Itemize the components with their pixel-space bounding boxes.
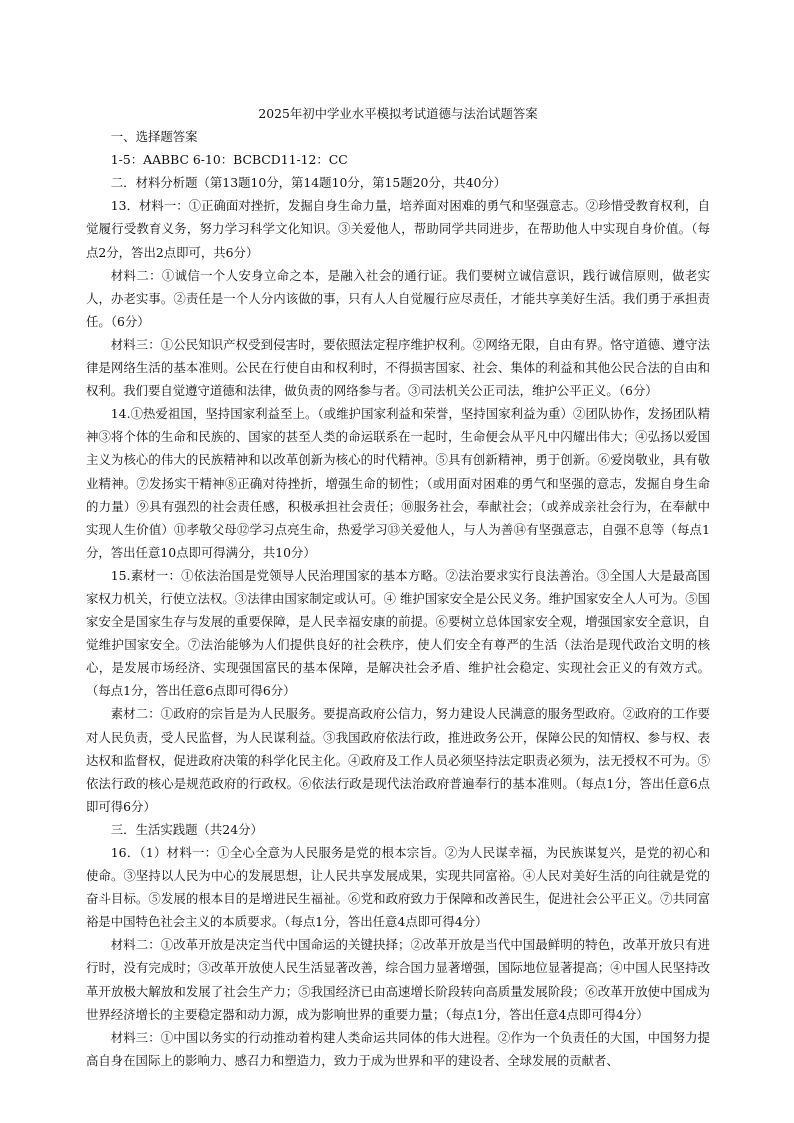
section-heading-analysis: 二．材料分析题（第13题10分，第14题10分，第15题20分，共40分） [110,175,507,191]
answer-13-material-2: 材料二：①诚信一个人安身立命之本，是融入社会的通行证。我们要树立诚信意识，践行诚信原则，做老实人，办老实事。②责任是一个人分内该做的事，只有人人自觉履行应尽责任，才能共享美好生活。我们勇于承担责任。（6分） [86,267,710,329]
document-title: 2025年初中学业水平模拟考试道德与法治试题答案 [258,106,538,121]
answer-14: 14.①热爱祖国，坚持国家利益至上。（或维护国家利益和荣誉，坚持国家利益为重）②团队协作，发扬团队精神③将个体的生命和民族的、国家的甚至人类的命运联系在一起时，生命便会从平凡中闪耀出伟大；④弘扬以爱国主义为核心的伟大的民族精神和以改革创新为核心的时代精神。⑤具有创新精神，勇于创新。⑥爱岗敬业，具有敬业精神。⑦发扬实干精神⑧正确对待挫折，增强生命的韧性；（或用面对困难的勇气和坚强的意志，发掘自身生命的力量）⑨具有强烈的社会责任感，积极承担社会责任；⑩服务社会，奉献社会；（或养成亲社会行为，在奉献中实现人生价值）⑪孝敬父母⑫学习点亮生命，热爱学习⑬关爱他人，与人为善⑭有坚强意志，自强不息等（每点1分，答出任意10点即可得满分，共10分） [86,406,710,560]
choice-answers: 1-5：AABBC 6-10：BCBCD11-12：CC [110,152,348,168]
answer-document [86,102,710,1072]
answer-16-material-1: 16．（1）材料一：①全心全意为人民服务是党的根本宗旨。②为人民谋幸福，为民族谋复兴，是党的初心和使命。③坚持以人民为中心的发展思想，让人民共享发展成果，实现共同富裕。④人民对美好生活的向往就是党的奋斗目标。⑤发展的根本目的是增进民生福祉。⑥党和政府致力于保障和改善民生，促进社会公平正义。⑦共同富裕是中国特色社会主义的本质要求。（每点1分，答出任意4点即可得4分） [86,845,710,930]
section-heading-practice: 三．生活实践题（共24分） [110,821,263,837]
answer-13-material-3: 材料三：①公民知识产权受到侵害时，要依照法定程序维护权利。②网络无限，自由有界。恪守道德、遵守法律是网络生活的基本准则。公民在行使自由和权利时，不得损害国家、社会、集体的利益和其他公民合法的自由和权利。我们要自觉遵守道德和法律，做负责的网络参与者。③司法机关公正司法，维护公平正义。（6分） [86,336,710,399]
answer-16-material-3: 材料三：①中国以务实的行动推动着构建人类命运共同体的伟大进程。②作为一个负责任的大国，中国努力提高自身在国际上的影响力、感召力和塑造力，致力于成为世界和平的建设者、全球发展的贡献者、 [86,1029,710,1068]
section-heading-choice: 一、选择题答案 [110,129,198,145]
answer-15-material-1: 15.素材一：①依法治国是党领导人民治理国家的基本方略。②法治要求实行良法善治。③全国人大是最高国家权力机关，行使立法权。③法律由国家制定或认可。④ 维护国家安全是公民义务。维护国家安全人人可为。⑤国家安全是国家生存与发展的重要保障，是人民幸福安康的前提。⑥要树立总体国家安全观，增强国家安全意识，自觉维护国家安全。⑦法治能够为人们提供良好的社会秩序，使人们安全有尊严的生活（法治是现代政治文明的核心，是发展市场经济、实现强国富民的基本保障，是解决社会矛盾、维护社会稳定、实现社会正义的有效方式。（每点1分，答出任意6点即可得6分） [86,567,710,699]
answer-15-material-2: 素材二：①政府的宗旨是为人民服务。要提高政府公信力，努力建设人民满意的服务型政府。②政府的工作要对人民负责，受人民监督，为人民谋利益。③我国政府依法行政，推进政务公开，保障公民的知情权、参与权、表达权和监督权，促进政府决策的科学化民主化。④政府及工作人员必须坚持法定职责必须为，法无授权不可为。⑤依法行政的核心是规范政府的行政权。⑥依法行政是现代法治政府普遍奉行的基本准则。（每点1分，答出任意6点即可得6分） [86,706,710,814]
answer-16-material-2: 材料二：①改革开放是决定当代中国命运的关键抉择；②改革开放是当代中国最鲜明的特色，改革开放只有进行时，没有完成时；③改革开放使人民生活显著改善，综合国力显著增强，国际地位显著提高；④中国人民坚持改革开放极大解放和发展了社会生产力；⑤我国经济已由高速增长阶段转向高质量发展阶段；⑥改革开放使中国成为世界经济增长的主要稳定器和动力源，成为影响世界的重要力量；（每点1分，答出任意4点即可得4分） [86,937,710,1022]
answer-13-material-1: 13．材料一：①正确面对挫折，发掘自身生命力量，培养面对困难的勇气和坚强意志。②珍惜受教育权利，自觉履行受教育义务，努力学习科学文化知识。③关爱他人，帮助同学共同进步，在帮助他人中实现自身价值。（每点2分，答出2点即可，共6分） [86,198,710,260]
